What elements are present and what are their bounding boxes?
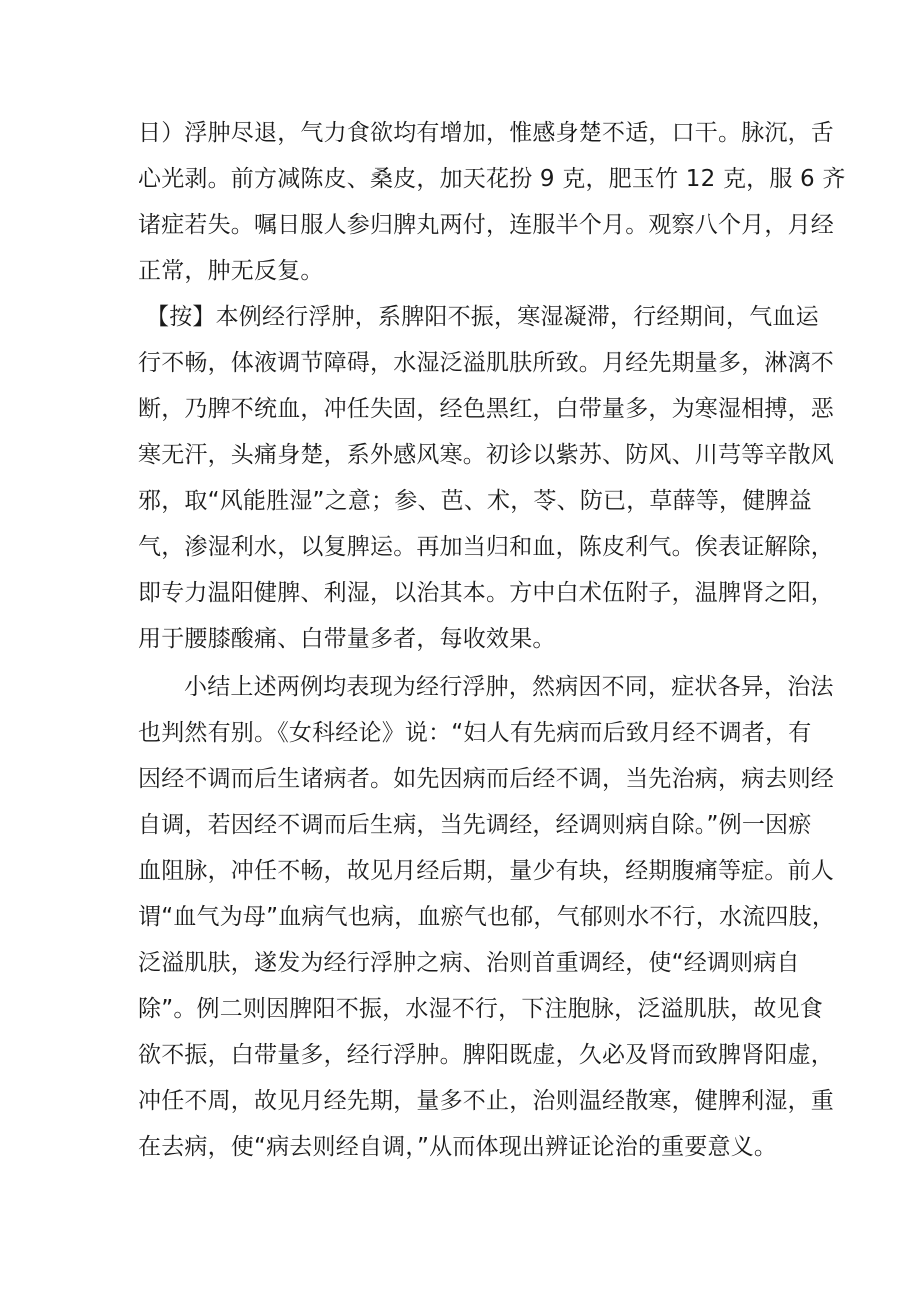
text-line: 诸症若失。嘱日服人参归脾丸两付，连服半个月。观察八个月，月经: [138, 212, 834, 238]
text-line: 除”。例二则因脾阳不振，水湿不行，下注胞脉，泛溢肌肤，故见食: [138, 996, 823, 1022]
text-line: 心光剥。前方减陈皮、桑皮，加天花扮 9 克，肥玉竹 12 克，服 6 齐: [138, 166, 846, 192]
text-line: 邪，取“风能胜湿”之意；参、芭、术，苓、防已，草薛等，健脾益: [138, 488, 812, 514]
text-line: 欲不振，白带量多，经行浮肿。脾阳既虚，久必及肾而致脾肾阳虚，: [138, 1042, 834, 1068]
text-line: 谓“血气为母”血病气也病，血瘀气也郁，气郁则水不行，水流四肢，: [138, 904, 836, 930]
text-line: 日）浮肿尽退，气力食欲均有增加，惟感身楚不适，口干。脉沉，舌: [138, 120, 834, 146]
text-line: 在去病，使“病去则经自调，”从而体现出辨证论治的重要意义。: [138, 1134, 778, 1160]
text-line: 正常，肿无反复。: [138, 258, 324, 284]
text-line: 也判然有别。《女科经论》说：“妇人有先病而后致月经不调者，有: [138, 720, 812, 746]
text-line: 行不畅，体液调节障碍，水湿泛溢肌肤所致。月经先期量多，淋漓不: [138, 350, 834, 376]
text-line: 断，乃脾不统血，冲任失固，经色黑红，白带量多，为寒湿相搏，恶: [138, 396, 834, 422]
text-line: 自调，若因经不调而后生病，当先调经，经调则病自除。”例一因瘀: [138, 812, 812, 838]
text-line: 泛溢肌肤，遂发为经行浮肿之病、治则首重调经，使“经调则病自: [138, 950, 800, 976]
text-line: 【按】本例经行浮肿，系脾阳不振，寒湿凝滞，行经期间，气血运: [146, 304, 819, 330]
text-line: 寒无汗，头痛身楚，系外感风寒。初诊以紫苏、防风、川芎等辛散风: [138, 442, 834, 468]
text-line: 气，渗湿利水，以复脾运。再加当归和血，陈皮利气。俟表证解除，: [138, 534, 834, 560]
text-line: 因经不调而后生诸病者。如先因病而后经不调，当先治病，病去则经: [138, 766, 834, 792]
text-line: 冲任不周，故见月经先期，量多不止，治则温经散寒，健脾利湿，重: [138, 1088, 834, 1114]
text-line: 即专力温阳健脾、利湿，以治其本。方中白术伍附子，温脾肾之阳，: [138, 580, 834, 606]
text-line: 血阻脉，冲任不畅，故见月经后期，量少有块，经期腹痛等症。前人: [138, 858, 834, 884]
text-line: 小结上述两例均表现为经行浮肿，然病因不同，症状各异，治法: [184, 674, 834, 700]
text-line: 用于腰膝酸痛、白带量多者，每收效果。: [138, 626, 556, 652]
